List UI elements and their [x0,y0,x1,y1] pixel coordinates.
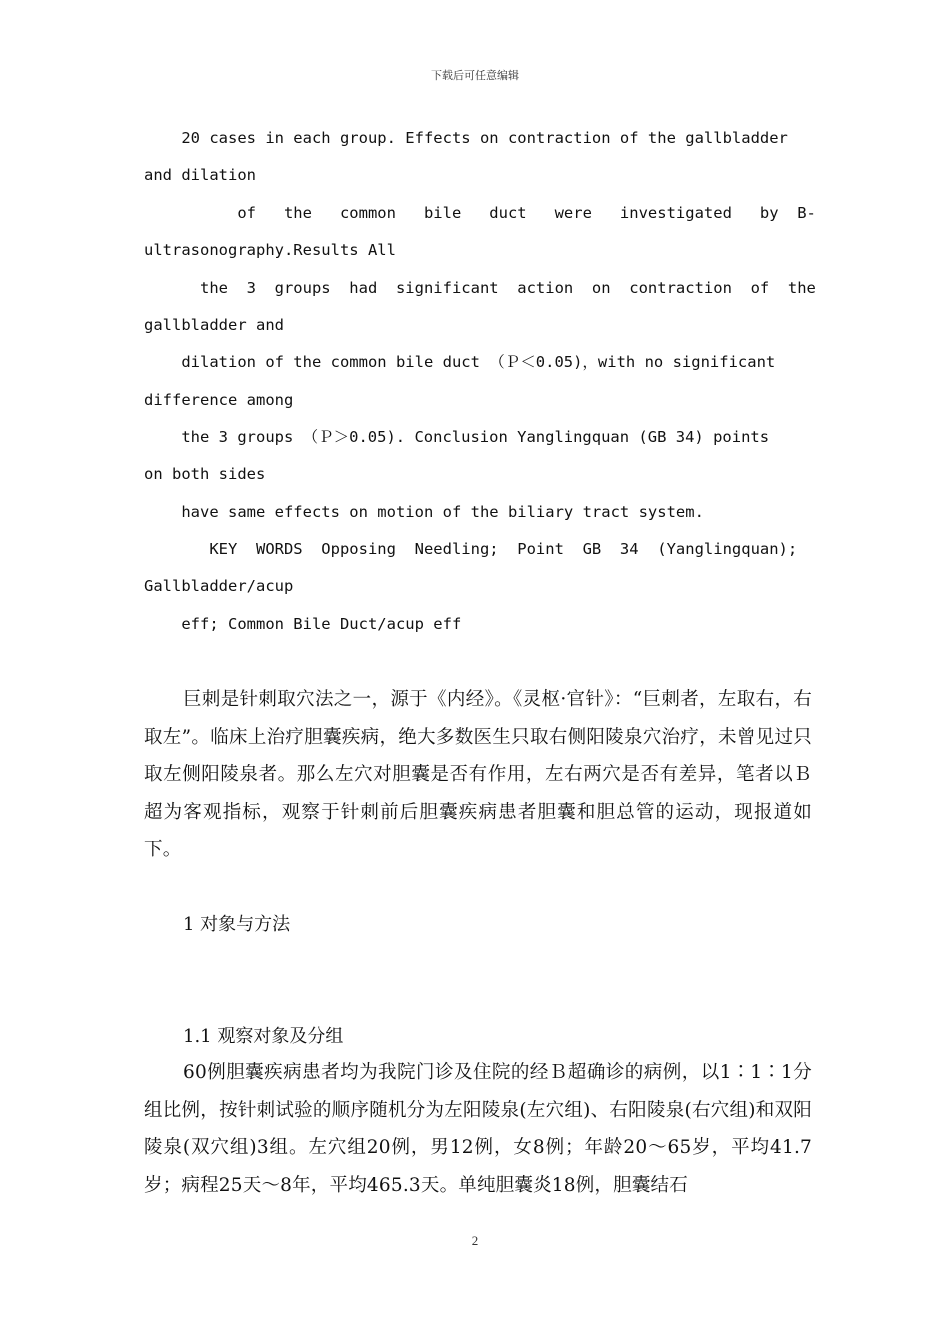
abstract-line: 20 cases in each group. Effects on contraction of the gallbladder [144,129,788,147]
subsection-paragraph: 60例胆囊疾病患者均为我院门诊及住院的经Ｂ超确诊的病例，以1∶1∶1分组比例，按针刺试验的顺序随机分为左阳陵泉(左穴组)、右阳陵泉(右穴组)和双阳陵泉(双穴组)3组。左穴组20例，男12例，女8例；年龄20～65岁，平均41.7岁；病程25天～8年，平均465.3天。单纯胆囊炎18例，胆囊结石 [144,1062,812,1196]
page-number: 2 [471,1233,479,1248]
keywords-line: Gallbladder/acup [144,577,294,595]
abstract-line: have same effects on motion of the biliary tract system. [144,503,704,521]
abstract-line: difference among [144,391,294,409]
abstract-line: of the common bile duct were investigated by B- [144,204,816,222]
abstract-line: dilation of the common bile duct （Ｐ＜0.05)，with no significant [144,353,776,371]
abstract-line: the 3 groups had significant action on contraction of the [144,279,816,297]
section-heading: 1 对象与方法 [183,914,291,935]
abstract-line: the 3 groups （Ｐ＞0.05). Conclusion Yanglingquan (GB 34) points [144,428,770,446]
subsection-block [144,1054,812,1204]
keywords-line: eff; Common Bile Duct/acup eff [144,615,462,633]
abstract-line: ultrasonography.Results All [144,241,396,259]
subsection-heading: 1.1 观察对象及分组 [183,1026,344,1047]
intro-block [144,681,812,869]
page-header-note: 下载后可任意编辑 [431,69,519,82]
abstract-line: gallbladder and [144,316,284,334]
intro-paragraph: 巨刺是针刺取穴法之一，源于《内经》。《灵枢·官针》：“巨刺者，左取右，右取左”。临床上治疗胆囊疾病，绝大多数医生只取右侧阳陵泉穴治疗，未曾见过只取左侧阳陵泉者。那么左穴对胆囊是否有作用，左右两穴是否有差异，笔者以Ｂ超为客观指标，观察于针刺前后胆囊疾病患者胆囊和胆总管的运动，现报道如下。 [144,689,812,860]
keywords-line: KEY WORDS Opposing Needling; Point GB 34 (Yanglingquan); [144,540,798,558]
abstract-line: on both sides [144,465,266,483]
abstract-line: and dilation [144,166,256,184]
